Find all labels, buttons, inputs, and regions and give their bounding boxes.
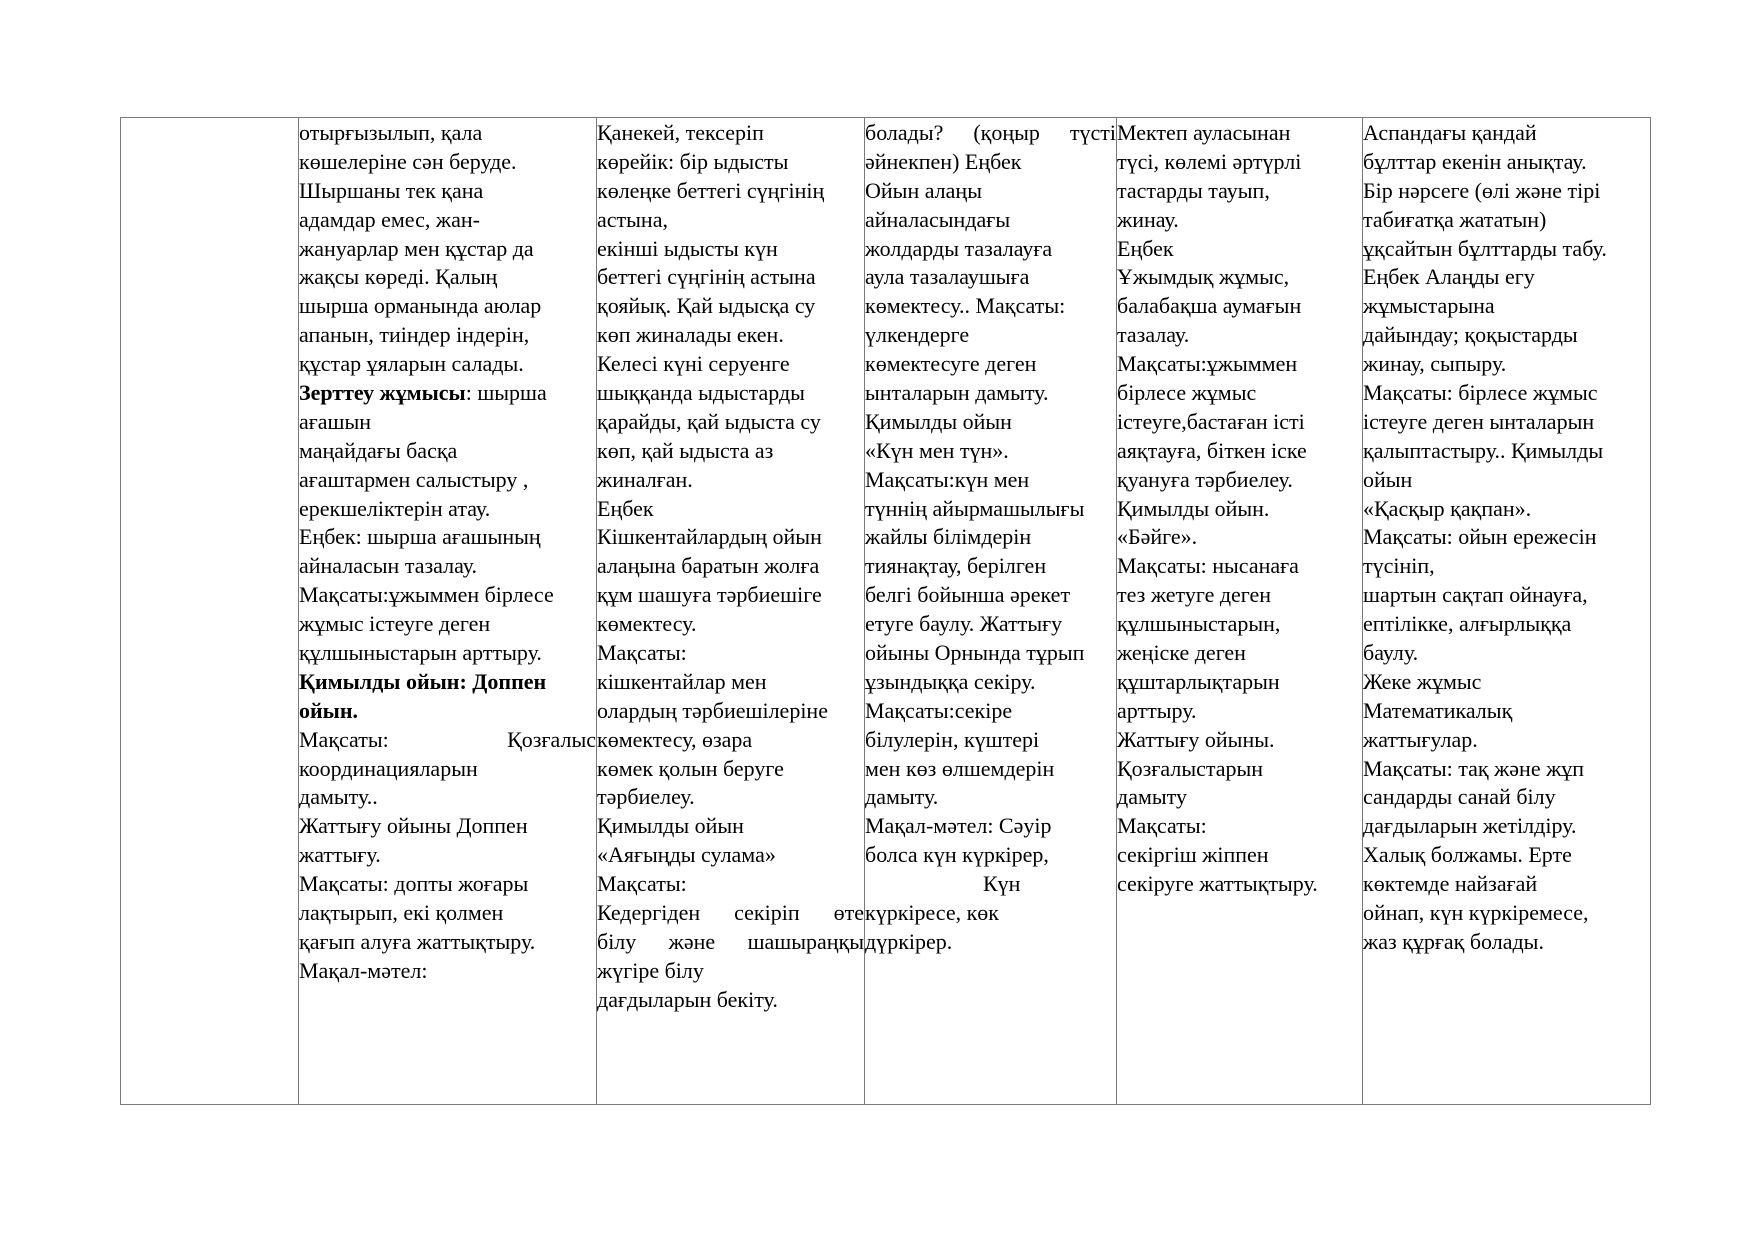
justified-word: түсті (1069, 120, 1116, 145)
text-line: көмек қолын беруге (597, 755, 784, 781)
text-line: дағдыларын бекіту. (597, 986, 778, 1012)
text-line: дамыту (1117, 784, 1187, 810)
text-line: бұлттар екенін анықтау. (1363, 148, 1587, 174)
text-line: шартын сақтап ойнауға, (1363, 582, 1588, 608)
text-line: жұмыстарына (1363, 293, 1495, 319)
text-line: ойыны Орнында тұрып (865, 640, 1085, 666)
text-line: «Бәйге». (1117, 524, 1198, 550)
text-line: баулу. (1363, 640, 1419, 666)
justified-word: Кедергіден (597, 900, 701, 926)
text-line: шырша орманында аюлар (299, 293, 542, 319)
text-line: дағдыларын жетілдіру. (1363, 813, 1577, 839)
text-line: көрейік: бір ыдысты (597, 148, 789, 174)
text-line: Мақсаты: (1117, 813, 1207, 839)
text-line: Мақсаты:ұжыммен бірлесе (299, 582, 554, 608)
text-line: Мектеп ауласынан (1117, 120, 1291, 145)
justified-word: секіріп (734, 900, 800, 926)
text-line: көп жиналады екен. (597, 322, 784, 348)
text-line: астына, (597, 206, 668, 232)
text-line: жайлы білімдерін (865, 524, 1032, 550)
text-line: ұзындыққа секіру. (865, 668, 1036, 694)
text-line: Жеке жұмыс (1363, 668, 1482, 694)
text-line: мен көз өлшемдерін (865, 755, 1055, 781)
text-line: Мақсаты:ұжыммен (1117, 351, 1298, 377)
text-line: қуануға тәрбиелеу. (1117, 466, 1293, 492)
text-line: Мақсаты:күн мен (865, 466, 1030, 492)
text-line: дүркірер. (865, 928, 953, 954)
text-line: Еңбек (597, 495, 654, 521)
text-line: жұмыс істеуге деген (299, 611, 491, 637)
text-line: Мақал-мәтел: Сәуір (865, 813, 1052, 839)
text-line: секіруге жаттықтыру. (1117, 871, 1318, 897)
text-line: олардың тәрбиешілеріне (597, 697, 828, 723)
text-line: ынталарын дамыту. (865, 380, 1049, 406)
text-line: көмектесу, өзара (597, 726, 753, 752)
text-line: Мақсаты: тақ және жұп (1363, 755, 1585, 781)
text-line: Мақсаты: ойын ережесін (1363, 524, 1597, 550)
text-line: етуге баулу. Жаттығу (865, 611, 1063, 637)
column-2-cell (597, 118, 865, 1105)
text-line: апанын, тиіндер індерін, (299, 322, 530, 348)
justified-word: (қоңыр (973, 120, 1040, 145)
text-line: Кішкентайлардың ойын (597, 524, 822, 550)
schedule-table (120, 117, 1651, 1105)
text-line: көмектесу.. Мақсаты: (865, 293, 1066, 319)
text-line: Ойын алаңы (865, 177, 982, 203)
text-line: Қимылды ойын (597, 813, 744, 839)
text-line: ойнап, күн күркіремесе, (1363, 900, 1589, 926)
justified-word: өте (833, 900, 864, 926)
text-line: шыққанда ыдыстарды (597, 380, 805, 406)
text-line: Қимылды ойын. (1117, 495, 1270, 521)
justified-word: шашыраңқы (747, 928, 864, 954)
text-line: белгі бойынша әрекет (865, 582, 1071, 608)
text-line (865, 119, 1116, 148)
column-1-cell (299, 118, 597, 1105)
text-line: білулерін, күштері (865, 726, 1040, 752)
text-line: аяқтауға, біткен іске (1117, 437, 1307, 463)
text-line: дайындау; қоқыстарды (1363, 322, 1578, 348)
text-line: секіргіш жіппен (1117, 842, 1269, 868)
text-line: күркіресе, көк (865, 900, 999, 926)
text-line: ептілікке, алғырлыққа (1363, 611, 1572, 637)
text-line: түсініп, (1363, 553, 1435, 579)
text-line: тез жетуге деген (1117, 582, 1272, 608)
text-line: координацияларын (299, 755, 478, 781)
text-line: Математикалық (1363, 697, 1513, 723)
text-line: Қозғалыстарын (1117, 755, 1264, 781)
text-line: Қанекей, тексеріп (597, 120, 764, 145)
text-line: қарайды, қай ыдыста су (597, 408, 821, 434)
table-row (121, 118, 1651, 1105)
text-line: Мақсаты: нысанаға (1117, 553, 1299, 579)
justified-word: болады? (865, 120, 944, 145)
text-line: істеуге,бастаған істі (1117, 408, 1305, 434)
text-line: Жаттығу ойыны. (1117, 726, 1275, 752)
text-line: үлкендерге (865, 322, 970, 348)
text-line: әйнекпен) Еңбек (865, 148, 1022, 174)
text-line: жақсы көреді. Қалың (299, 264, 498, 290)
text-line: отырғызылып, қала (299, 120, 483, 145)
text-line (597, 899, 864, 928)
text-line: көмектесу. (597, 611, 697, 637)
column-3-cell (865, 118, 1117, 1105)
text-line: ұқсайтын бұлттарды табу. (1363, 235, 1607, 261)
text-line: балабақша аумағын (1117, 293, 1302, 319)
text-line (299, 379, 596, 408)
text-line: құм шашуға тәрбиешіге (597, 582, 822, 608)
text-line: көп, қай ыдыста аз (597, 437, 774, 463)
text-line: арттыру. (1117, 697, 1197, 723)
text-line: айналасындағы (865, 206, 1011, 232)
text-line: тазалау. (1117, 322, 1190, 348)
text-line: Бір нәрсеге (өлі және тірі (1363, 177, 1601, 203)
text-line: ағаштармен салыстыру , (299, 466, 529, 492)
text-line: беттегі сүңгінің астына (597, 264, 816, 290)
text-line: «Күн мен түн». (865, 437, 1009, 463)
text-line: тиянақтау, берілген (865, 553, 1047, 579)
text-line: Халық болжамы. Ерте (1363, 842, 1572, 868)
text-line: ойын (1363, 466, 1413, 492)
text-line: жиналған. (597, 466, 693, 492)
text-line: жеңіске деген (1117, 640, 1246, 666)
text-line: қояйық. Қай ыдысқа су (597, 293, 816, 319)
text-line: лақтырып, екі қолмен (299, 900, 504, 926)
text-line: көлеңке беттегі сүңгінің (597, 177, 825, 203)
text-line: жүгіре білу (597, 957, 704, 983)
text-line: тастарды тауып, (1117, 177, 1270, 203)
text-line: Жаттығу ойыны Доппен (299, 813, 528, 839)
text-line: Аспандағы қандай (1363, 120, 1537, 145)
text-line: Мақсаты: (597, 640, 687, 666)
text-line: Мақсаты: допты жоғары (299, 871, 529, 897)
text-line: маңайдағы басқа (299, 437, 458, 463)
text-line: ағашын (299, 408, 372, 434)
text-line (597, 928, 864, 957)
text-line: түннің айырмашылығы (865, 495, 1085, 521)
text-line: құштарлықтарын (1117, 668, 1280, 694)
text-line: ерекшеліктерін атау. (299, 495, 491, 521)
text-line: жаттығулар. (1363, 726, 1478, 752)
text-line: Мақсаты: (597, 871, 687, 897)
text-line: бірлесе жұмыс (1117, 380, 1257, 406)
text-line: Күн (983, 871, 1021, 897)
column-0-cell (121, 118, 299, 1105)
text-line: табиғатқа жататын) (1363, 206, 1547, 232)
text-line: жинау, сыпыру. (1363, 351, 1507, 377)
text-line: қағып алуға жаттықтыру. (299, 928, 536, 954)
heading-rest: : шырша (465, 380, 547, 406)
text-line: жолдарды тазалауға (865, 235, 1053, 261)
text-line: Еңбек Алаңды егу (1363, 264, 1535, 290)
text-line: құлшыныстарын арттыру. (299, 640, 542, 666)
text-line: айналасын тазалау. (299, 553, 478, 579)
text-line: тәрбиелеу. (597, 784, 695, 810)
text-line: аула тазалаушыға (865, 264, 1030, 290)
text-line: қалыптастыру.. Қимылды (1363, 437, 1604, 463)
text-line: түсі, көлемі әртүрлі (1117, 148, 1302, 174)
text-line: Мақсаты:секіре (865, 697, 1013, 723)
text-line: Шыршаны тек қана (299, 177, 484, 203)
text-line: «Қасқыр қақпан». (1363, 495, 1532, 521)
text-line: көмектесуге деген (865, 351, 1037, 377)
text-line: кішкентайлар мен (597, 668, 767, 694)
text-line: сандарды санай білу (1363, 784, 1556, 810)
text-line: «Аяғыңды сулама» (597, 842, 776, 868)
text-line: ойын. (299, 697, 359, 723)
text-line: дамыту. (865, 784, 939, 810)
bold-heading: Зерттеу жұмысы (299, 380, 466, 406)
text-line: Ұжымдық жұмыс, (1117, 264, 1290, 290)
text-line: құстар ұяларын салады. (299, 351, 524, 377)
text-line: көшелеріне сән беруде. (299, 148, 517, 174)
text-line: жануарлар мен құстар да (299, 235, 534, 261)
text-line: істеуге деген ынталарын (1363, 408, 1595, 434)
text-line: екінші ыдысты күн (597, 235, 778, 261)
text-line: Еңбек (1117, 235, 1174, 261)
text-line: жаттығу. (299, 842, 381, 868)
text-line: Еңбек: шырша ағашының (299, 524, 541, 550)
justified-word: білу (597, 928, 637, 954)
text-line: алаңына баратын жолға (597, 553, 820, 579)
text-line: жинау. (1117, 206, 1179, 232)
text-line: Мақсаты: бірлесе жұмыс (1363, 380, 1598, 406)
text-line: жаз құрғақ болады. (1363, 928, 1544, 954)
text-line: болса күн күркірер, (865, 842, 1049, 868)
text-line: Келесі күні серуенге (597, 351, 790, 377)
column-5-cell (1363, 118, 1651, 1105)
text-line: Қимылды ойын: Доппен (299, 668, 547, 694)
column-4-cell (1117, 118, 1363, 1105)
text-line: Мақал-мәтел: (299, 957, 428, 983)
line-right: Қозғалыс (507, 726, 596, 752)
text-line (299, 726, 596, 755)
text-line: адамдар емес, жан- (299, 206, 480, 232)
text-line: көктемде найзағай (1363, 871, 1538, 897)
text-line: құлшыныстарын, (1117, 611, 1281, 637)
justified-word: және (668, 928, 716, 954)
text-line: Қимылды ойын (865, 408, 1012, 434)
line-left: Мақсаты: (299, 726, 389, 752)
text-line: дамыту.. (299, 784, 378, 810)
